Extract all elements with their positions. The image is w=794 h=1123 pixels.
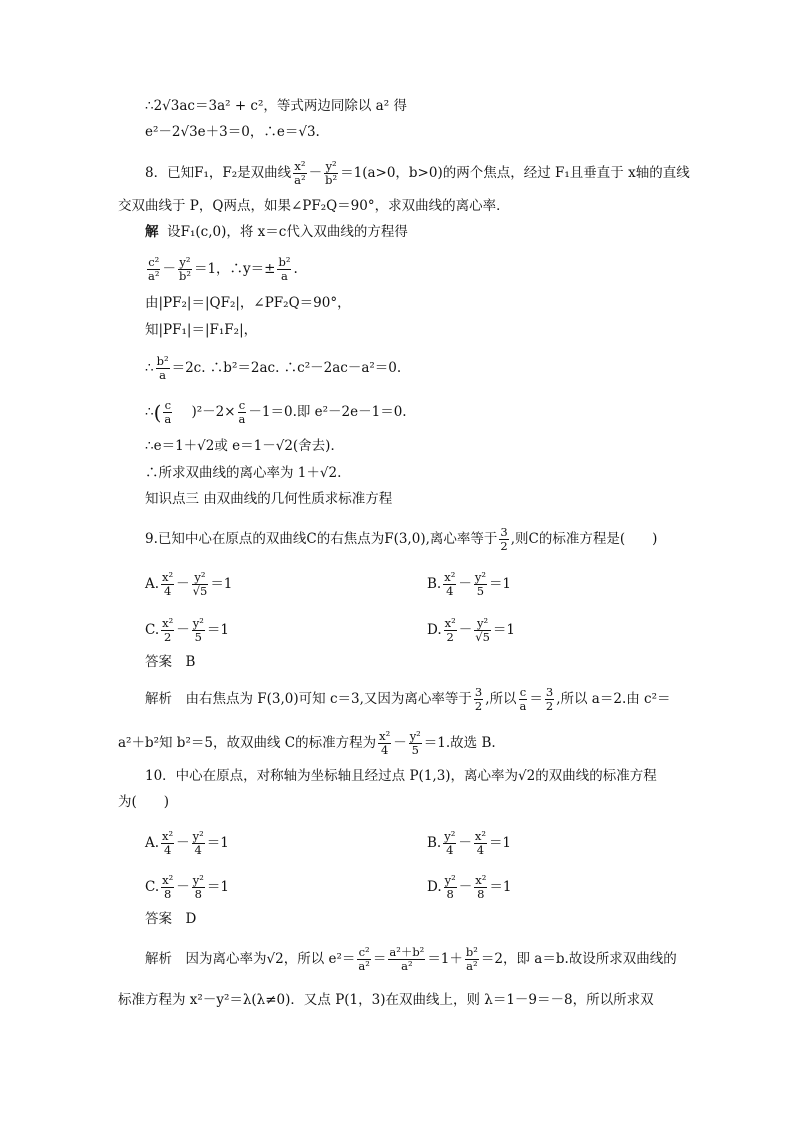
text-line: 为( ) xyxy=(118,794,170,810)
option-9a: A. $\frac{\text{x²}}{4}$ － $\frac{\text{y²}}{√5}$ ＝1 xyxy=(145,570,233,598)
analysis-text: ,所以 a＝2.由 c²＝ xyxy=(556,691,671,707)
option-10c: C. $\frac{\text{x²}}{8}$ － $\frac{\text{y²}}{8}$ ＝1 xyxy=(145,873,229,901)
text-line: ∴2√3ac＝3a² + c²，等式两边同除以 a² 得 xyxy=(145,98,407,114)
analysis-9: 解析 由右焦点为 F(3,0)可知 c＝3,又因为离心率等于 $\frac{3}{2}$ ,所以 $\frac{c}{a}$ ＝ $\frac{3}{2}$ ,所以 a＝2.由 c²＝ xyxy=(145,685,671,713)
fraction: $\frac{c}{a}$ xyxy=(238,398,246,426)
text-line: 交双曲线于 P，Q两点，如果∠PF₂Q＝90°，求双曲线的离心率． xyxy=(118,198,510,214)
solution-label: 解 xyxy=(145,224,159,240)
option-10d: D. $\frac{\text{y²}}{8}$ － $\frac{\text{x²}}{8}$ ＝1 xyxy=(427,873,512,901)
q9-text: 9.已知中心在原点的双曲线C的右焦点为F(3,0),离心率等于 xyxy=(145,531,498,547)
text-line: ∴e＝1＋√2或 e＝1－√2(舍去)． xyxy=(145,438,344,454)
text-line: 由|PF₂|＝|QF₂|，∠PF₂Q＝90°， xyxy=(145,295,351,311)
solution-text: 设F₁(c,0)，将 x＝c代入双曲线的方程得 xyxy=(167,224,408,240)
analysis-text: 解析 因为离心率为√2，所以 e²＝ xyxy=(145,951,356,967)
q8-text: ＝1(a>0，b>0)的两个焦点，经过 F₁且垂直于 x轴的直线 xyxy=(340,165,690,181)
answer-9: 答案 B xyxy=(145,654,196,670)
text-line: 标准方程为 x²－y²＝λ(λ≠0)．又点 P(1，3)在双曲线上，则 λ＝1－9＝－8，所以所求双 xyxy=(118,992,654,1008)
solution-line xyxy=(145,222,408,242)
analysis-10: 解析 因为离心率为√2，所以 e²＝ $\frac{\text{c²}}{\text{a²}}$ ＝ $\frac{\text{a²＋b²}}{\text{a²}}$ ＝1＋ $\frac{\text{b²}}{\text{a²}}$ ＝2，即 a＝b.故设所求双曲线的 xyxy=(145,945,677,973)
fraction: $\frac{\text{y²}}{\text{b²}}$ xyxy=(178,255,191,283)
analysis-9-cont: a²＋b²知 b²＝5，故双曲线 C的标准方程为 $\frac{\text{x²}}{4}$ － $\frac{\text{y²}}{5}$ ＝1.故选 B. xyxy=(118,729,496,757)
q8-text: 8．已知F₁，F₂是双曲线 xyxy=(145,165,292,181)
analysis-text: 解析 由右焦点为 F(3,0)可知 c＝3,又因为离心率等于 xyxy=(145,691,472,707)
option-9c: C. $\frac{\text{x²}}{2}$ － $\frac{\text{y²}}{5}$ ＝1 xyxy=(145,616,229,644)
solution-text: －1＝0.即 e²－2e－1＝0. xyxy=(248,404,407,420)
solution-text: ＝2c. ∴b²＝2ac. ∴c²－2ac－a²＝0. xyxy=(171,360,402,376)
option-10a: A. $\frac{\text{x²}}{4}$ － $\frac{\text{y²}}{4}$ ＝1 xyxy=(145,829,229,857)
answer-10: 答案 D xyxy=(145,911,197,927)
solution-line: $\frac{\text{c²}}{\text{a²}}$ － $\frac{\text{y²}}{\text{b²}}$ ＝1，∴y＝± $\frac{\text{b²}}{a}$ . xyxy=(148,255,298,283)
fraction: $\frac{c}{a}$ xyxy=(164,398,172,426)
solution-line: ∴ $\frac{\text{b²}}{a}$ ＝2c. ∴b²＝2ac. ∴c²－2ac－a²＝0. xyxy=(145,354,402,382)
analysis-text: ＝1.故选 B. xyxy=(423,735,496,751)
question-9 xyxy=(145,526,657,553)
fraction: $\frac{\text{b²}}{a}$ xyxy=(278,255,291,283)
solution-text: ＝1，∴y＝± xyxy=(193,261,276,277)
fraction: $\frac{\text{c²}}{\text{a²}}$ xyxy=(148,255,160,283)
fraction: $\frac{3}{2}$ xyxy=(500,525,508,553)
analysis-text: a²＋b²知 b²＝5，故双曲线 C的标准方程为 xyxy=(118,735,377,751)
analysis-text: ，即 a＝b.故设所求双曲线的 xyxy=(502,951,677,967)
q9-text: ,则C的标准方程是( ) xyxy=(510,531,658,547)
fraction: $\frac{\text{x²}}{\text{a²}}$ xyxy=(294,159,306,187)
question-10: 10．中心在原点，对称轴为坐标轴且经过点 P(1,3)，离心率为√2的双曲线的标准方程 xyxy=(145,768,657,784)
option-9b: B. $\frac{\text{x²}}{4}$ － $\frac{\text{y²}}{5}$ ＝1 xyxy=(427,570,512,598)
analysis-text: ,所以 xyxy=(485,691,517,707)
option-9d: D. $\frac{\text{x²}}{2}$ － $\frac{\text{y²}}{√5}$ ＝1 xyxy=(427,616,515,644)
text-line: e²－2√3e＋3＝0，∴e＝√3. xyxy=(145,124,320,140)
question-8: 8．已知F₁，F₂是双曲线 $\frac{\text{x²}}{\text{a²}}$ － $\frac{\text{y²}}{\text{b²}}$ ＝1(a>0，b>0)的两个焦点，经过 F₁且垂直于 x轴的直线 xyxy=(145,159,690,187)
solution-line: ∴( $\frac{c}{a}$ )²－2× $\frac{c}{a}$ －1＝0.即 e²－2e－1＝0. xyxy=(145,398,407,426)
fraction: $\frac{\text{b²}}{a}$ xyxy=(156,354,169,382)
text-line: ∴所求双曲线的离心率为 1＋√2. xyxy=(145,465,342,481)
fraction: $\frac{\text{y²}}{\text{b²}}$ xyxy=(325,159,338,187)
solution-text: )²－2× xyxy=(191,404,236,420)
section-heading: 知识点三 由双曲线的几何性质求标准方程 xyxy=(145,491,393,507)
text-line: 知|PF₁|＝|F₁F₂|， xyxy=(145,322,258,338)
option-10b: B. $\frac{\text{y²}}{4}$ － $\frac{\text{x²}}{4}$ ＝1 xyxy=(427,829,512,857)
